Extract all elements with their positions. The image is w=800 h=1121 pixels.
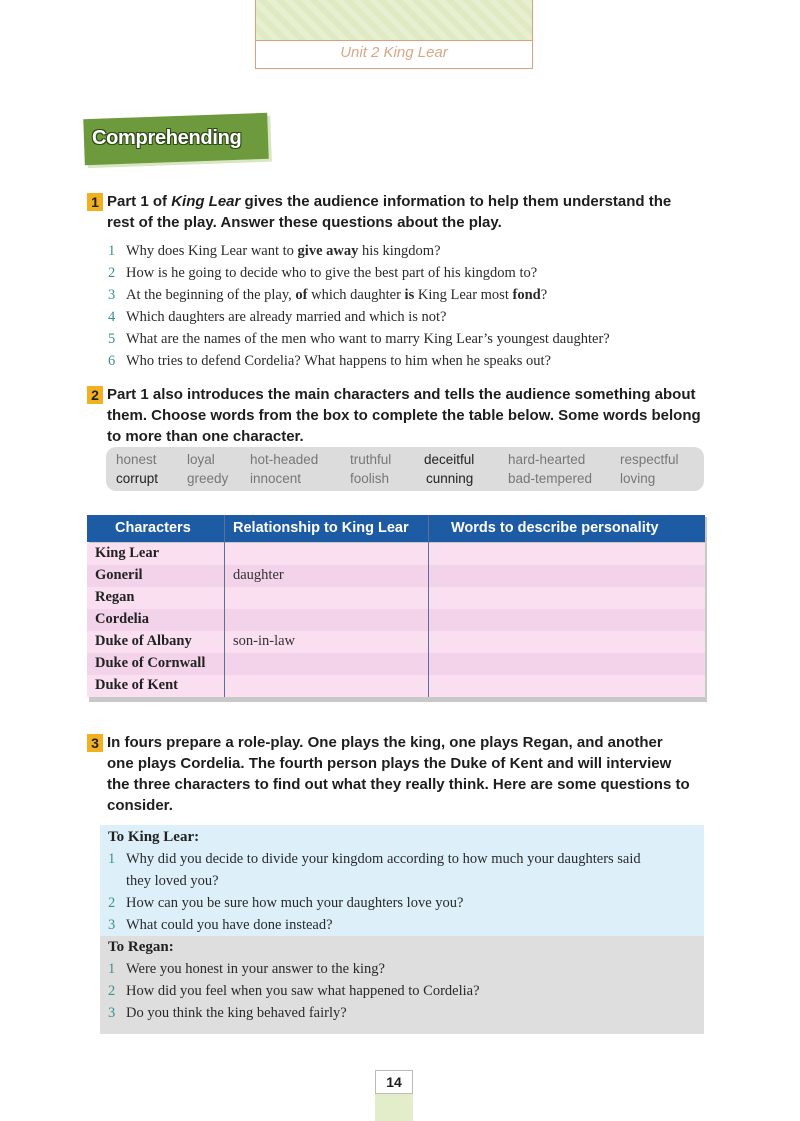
word-loyal: loyal	[187, 452, 215, 467]
cell-character: Cordelia	[95, 611, 149, 627]
instruction-line: Part 1 also introduces the main characters and tells the audience something about	[107, 386, 696, 403]
word-deceitful: deceitful	[424, 452, 475, 467]
unit-title: Unit 2 King Lear	[340, 44, 448, 61]
instruction-line: them. Choose words from the box to complete the table below. Some words belong	[107, 407, 701, 424]
word-hot-headed: hot-headed	[250, 452, 319, 467]
word-respectful: respectful	[620, 452, 679, 467]
q1-text-b: his kingdom?	[358, 243, 441, 259]
exercise-1-instruction-line1	[107, 191, 707, 212]
question-text: Why did you decide to divide your kingdom according to how much your daughters said	[126, 851, 641, 867]
question-4	[108, 309, 446, 326]
table-row	[87, 609, 705, 631]
question-text: Do you think the king behaved fairly?	[126, 1005, 347, 1021]
table-row	[87, 653, 705, 675]
to-king-box	[100, 825, 704, 936]
cell-character: Regan	[95, 589, 135, 605]
question-text: Were you honest in your answer to the king?	[126, 961, 385, 977]
q3-c: which daughter	[307, 287, 405, 303]
regan-question-1: 1 Were you honest in your answer to the king?	[108, 961, 385, 977]
question-3	[108, 287, 547, 304]
question-text: Which daughters are already married and which is not?	[126, 309, 447, 325]
q1-bold: give away	[297, 243, 359, 259]
question-text: Who tries to defend Cordelia? What happens to him when he speaks out?	[126, 353, 551, 369]
question-number: 3	[108, 287, 116, 303]
play-title: King Lear	[171, 193, 241, 210]
regan-question-2: 2 How did you feel when you saw what happened to Cordelia?	[108, 983, 480, 999]
king-question-2: 2 How can you be sure how much your daughters love you?	[108, 895, 464, 911]
question-text: What could you have done instead?	[126, 917, 333, 933]
question-number: 1	[108, 243, 116, 259]
exercise-1-instruction	[107, 191, 707, 233]
q3-a: At the beginning of the play,	[126, 287, 296, 303]
word-greedy: greedy	[187, 471, 229, 486]
question-text: What are the names of the men who want to marry King Lear’s youngest daughter?	[126, 331, 610, 347]
exercise-2-instruction	[107, 384, 717, 447]
exercise-1-instruction-line2: rest of the play. Answer these questions about the play.	[107, 214, 502, 231]
instruction-rest: gives the audience information to help them understand the	[240, 193, 672, 210]
question-text: How did you feel when you saw what happened to Cordelia?	[126, 983, 480, 999]
table-header	[87, 515, 705, 542]
word-box	[106, 447, 704, 491]
cell-character: Duke of Kent	[95, 677, 178, 693]
table-divider	[428, 515, 429, 697]
table-row	[87, 675, 705, 697]
to-regan-box	[100, 936, 704, 1034]
cell-character: Duke of Albany	[95, 633, 192, 649]
page-footer-tab	[375, 1093, 413, 1121]
q3-g: ?	[540, 287, 548, 303]
table-row	[87, 587, 705, 609]
question-5	[108, 331, 610, 348]
table-row	[87, 631, 705, 653]
q1-text-a: Why does King Lear want to	[126, 243, 298, 259]
word-honest: honest	[116, 452, 157, 467]
cell-character: Duke of Cornwall	[95, 655, 206, 671]
q3-b: of	[295, 287, 308, 303]
question-1	[108, 243, 441, 260]
question-number: 2	[108, 265, 116, 281]
header-personality: Words to describe personality	[451, 520, 659, 536]
word-hard-hearted: hard-hearted	[508, 452, 586, 467]
cell-relationship: daughter	[233, 567, 284, 583]
regan-question-3: 3 Do you think the king behaved fairly?	[108, 1005, 347, 1021]
q3-d: is	[404, 287, 415, 303]
word-corrupt: corrupt	[116, 471, 159, 486]
cell-relationship: son-in-law	[233, 633, 296, 649]
section-title: Comprehending	[92, 127, 242, 149]
cell-character: Goneril	[95, 567, 143, 583]
word-bad-tempered: bad-tempered	[508, 471, 593, 486]
header-relationship: Relationship to King Lear	[233, 520, 409, 536]
header-tab	[255, 0, 533, 69]
instruction-line: In fours prepare a role-play. One plays the king, one plays Regan, and another	[107, 734, 663, 751]
table-row	[87, 565, 705, 587]
king-question-3: 3 What could you have done instead?	[108, 917, 333, 933]
instruction-line: one plays Cordelia. The fourth person plays the Duke of Kent and will interview	[107, 755, 672, 772]
header-characters: Characters	[115, 520, 191, 536]
header-pattern	[256, 0, 532, 41]
question-6	[108, 353, 551, 370]
question-text: How can you be sure how much your daughters love you?	[126, 895, 464, 911]
word-loving: loving	[620, 471, 656, 486]
word-foolish: foolish	[350, 471, 390, 486]
word-truthful: truthful	[350, 452, 392, 467]
question-2	[108, 265, 537, 282]
page-number: 14	[375, 1070, 413, 1094]
question-number: 5	[108, 331, 116, 347]
exercise-3-instruction	[107, 732, 717, 816]
question-number: 6	[108, 353, 116, 369]
q3-f: fond	[512, 287, 541, 303]
to-regan-heading: To Regan:	[108, 939, 174, 955]
word-innocent: innocent	[250, 471, 302, 486]
word-cunning: cunning	[426, 471, 474, 486]
exercise-1-number: 1	[87, 193, 103, 211]
to-king-heading: To King Lear:	[108, 829, 200, 845]
question-number: 4	[108, 309, 116, 325]
table-divider	[224, 515, 225, 697]
question-text: How is he going to decide who to give the best part of his kingdom to?	[126, 265, 538, 281]
instruction-line: to more than one character.	[107, 428, 304, 445]
cell-character: King Lear	[95, 545, 160, 561]
instruction-line: consider.	[107, 797, 173, 814]
king-question-1-cont: they loved you?	[126, 873, 219, 889]
instruction-prefix: Part 1 of	[107, 193, 172, 210]
q3-e: King Lear most	[414, 287, 513, 303]
instruction-line: the three characters to find out what they really think. Here are some questions to	[107, 776, 690, 793]
exercise-3-number: 3	[87, 734, 103, 752]
exercise-2-number: 2	[87, 386, 103, 404]
king-question-1: 1 Why did you decide to divide your kingdom according to how much your daughters said	[108, 851, 641, 867]
table-row	[87, 543, 705, 565]
